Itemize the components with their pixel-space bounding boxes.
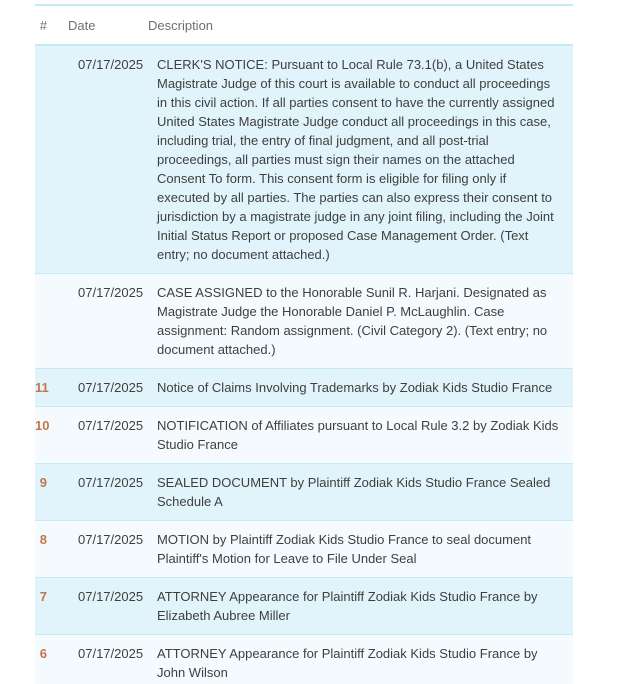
entry-date: 07/17/2025: [78, 418, 144, 433]
docket-entry-row: [35, 369, 573, 407]
entry-description: ATTORNEY Appearance for Plaintiff Zodiak Kids Studio France by Elizabeth Aubree Miller: [157, 589, 538, 623]
entry-date: 07/17/2025: [78, 285, 144, 300]
entry-date: 07/17/2025: [78, 475, 144, 490]
docket-entry-row: [35, 635, 573, 684]
docket-entries-table: [35, 4, 573, 684]
column-header-date: Date: [68, 17, 96, 33]
docket-entry-row: [35, 274, 573, 369]
entry-description: Notice of Claims Involving Trademarks by Zodiak Kids Studio France: [157, 380, 553, 395]
docket-entry-row: [35, 46, 573, 274]
entry-description: CASE ASSIGNED to the Honorable Sunil R. Harjani. Designated as Magistrate Judge the Honorable Daniel P. McLaughlin. Case assignment: Random assignment. (Civil Category 2). (Text entry; no document attached.): [157, 285, 548, 357]
docket-entry-row: [35, 464, 573, 521]
docket-entries-body: [35, 46, 573, 684]
entry-date: 07/17/2025: [78, 380, 144, 395]
table-header-row: [35, 6, 573, 46]
entry-description: NOTIFICATION of Affiliates pursuant to Local Rule 3.2 by Zodiak Kids Studio France: [157, 418, 559, 452]
entry-date: 07/17/2025: [78, 57, 144, 72]
column-header-number: #: [39, 17, 47, 33]
entry-number-link[interactable]: 9: [39, 475, 47, 490]
entry-number-link[interactable]: 7: [39, 589, 47, 604]
entry-description: SEALED DOCUMENT by Plaintiff Zodiak Kids Studio France Sealed Schedule A: [157, 475, 551, 509]
entry-number-link[interactable]: 10: [35, 418, 50, 433]
entry-number-link[interactable]: 8: [39, 532, 47, 547]
entry-date: 07/17/2025: [78, 589, 144, 604]
docket-entry-row: [35, 407, 573, 464]
entry-date: 07/17/2025: [78, 646, 144, 661]
entry-number-link[interactable]: 6: [39, 646, 47, 661]
docket-entry-row: [35, 578, 573, 635]
entry-date: 07/17/2025: [78, 532, 144, 547]
entry-description: CLERK'S NOTICE: Pursuant to Local Rule 73.1(b), a United States Magistrate Judge of this court is available to conduct all proceedings in this civil action. If all parties consent to have the currently assigned United States Magistrate Judge conduct all proceedings in this case, including trial, the entry of final judgment, and all post-trial proceedings, all parties must sign their names on the attached Consent To form. This consent form is eligible for filing only if executed by all parties. The parties can also express their consent to jurisdiction by a magistrate judge in any joint filing, including the Joint Initial Status Report or proposed Case Management Order. (Text entry; no document attached.): [157, 57, 555, 262]
entry-number-link[interactable]: 11: [35, 380, 49, 395]
entry-description: MOTION by Plaintiff Zodiak Kids Studio France to seal document Plaintiff's Motion for Leave to File Under Seal: [157, 532, 532, 566]
entry-description: ATTORNEY Appearance for Plaintiff Zodiak Kids Studio France by John Wilson: [157, 646, 538, 680]
docket-entry-row: [35, 521, 573, 578]
column-header-description: Description: [148, 17, 214, 33]
